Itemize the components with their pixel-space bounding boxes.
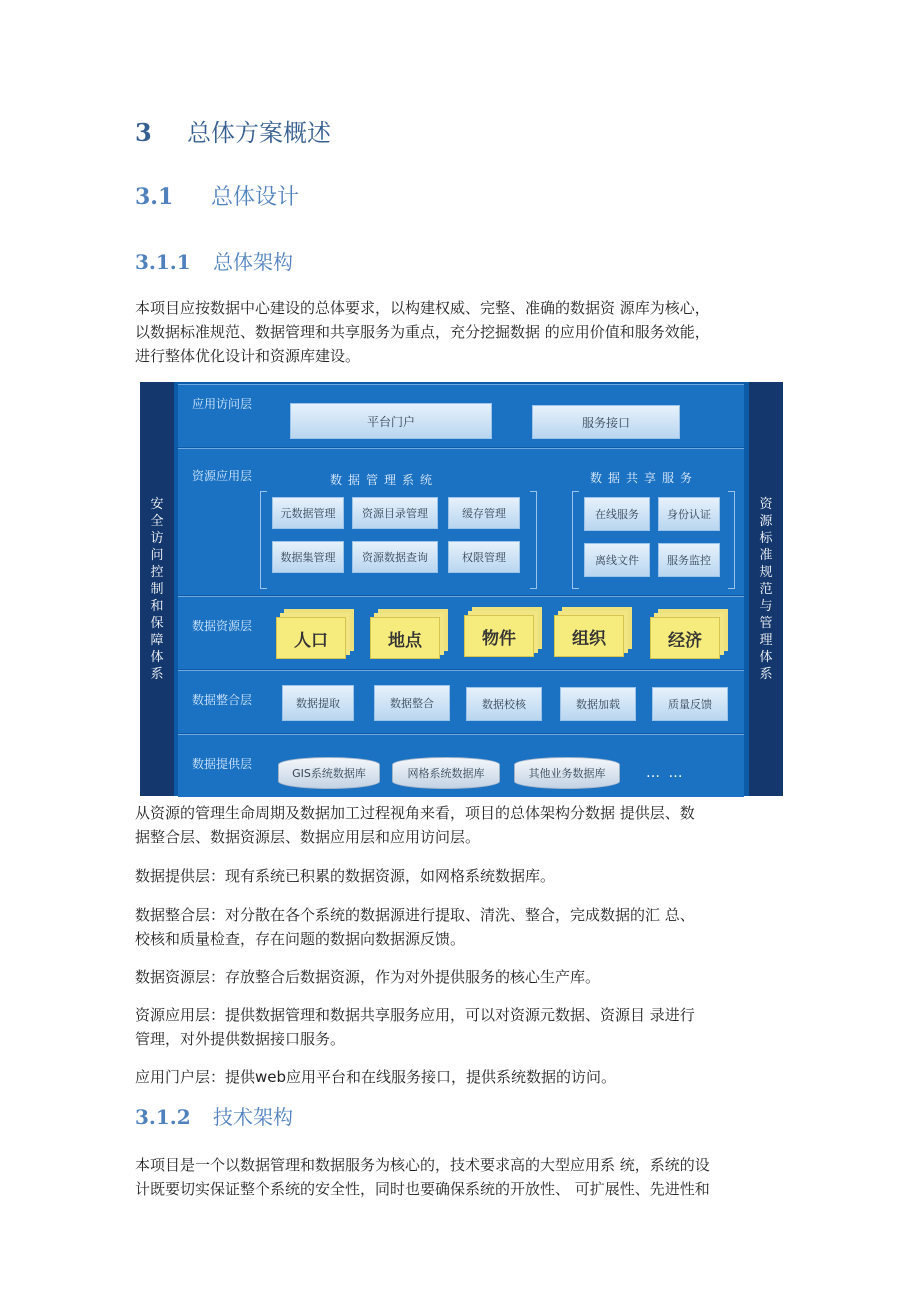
- text-line: 管理，对外提供数据接口服务。: [135, 1030, 346, 1048]
- layer-data-provide: [178, 734, 744, 797]
- heading-number: 3.1.2: [135, 1105, 191, 1129]
- mgmt-box: 权限管理: [448, 541, 520, 573]
- layer-app-access: [178, 384, 744, 447]
- share-box: 服务监控: [658, 543, 720, 577]
- architecture-diagram: [140, 382, 783, 796]
- text-line: 进行整体优化设计和资源库建设。: [135, 347, 361, 365]
- paragraph-resource-app-layer: [135, 1003, 785, 1051]
- heading-number: 3.1.1: [135, 250, 191, 274]
- heading-3-1-1: [135, 246, 293, 275]
- heading-number: 3.1: [135, 184, 174, 210]
- standards-sidebar: [749, 382, 783, 796]
- resource-item: 人口: [276, 617, 346, 659]
- layer-label: 数据资源层: [192, 619, 253, 633]
- mgmt-box: 缓存管理: [448, 497, 520, 529]
- layer-label: 数据整合层: [192, 693, 253, 707]
- security-sidebar: [140, 382, 174, 796]
- share-box: 离线文件: [584, 543, 650, 577]
- integration-box: 数据加载: [560, 687, 636, 721]
- mgmt-box: 数据集管理: [272, 541, 344, 573]
- bracket-left: [572, 491, 579, 589]
- integration-box: 数据校核: [466, 687, 542, 721]
- portal-box: 平台门户: [290, 403, 492, 439]
- resource-item: 经济: [650, 617, 720, 659]
- mgmt-box: 资源数据查询: [352, 541, 438, 573]
- text-line: 本项目是一个以数据管理和数据服务为核心的，技术要求高的大型应用系 统，系统的设: [135, 1156, 710, 1174]
- layer-label: 应用访问层: [192, 397, 253, 411]
- share-box: 身份认证: [658, 497, 720, 531]
- intro-paragraph: [135, 296, 785, 368]
- database-cylinder: GIS系统数据库: [278, 757, 380, 789]
- integration-box: 质量反馈: [652, 687, 728, 721]
- text-line: 数据提供层：现有系统已积累的数据资源，如网格系统数据库。: [135, 867, 556, 885]
- paragraph-architecture: [135, 801, 785, 849]
- mgmt-box: 元数据管理: [272, 497, 344, 529]
- heading-text: 总体方案概述: [187, 119, 331, 147]
- layer-data-integration: [178, 670, 744, 733]
- share-service-title: 数据共享服务: [590, 471, 699, 485]
- share-box: 在线服务: [584, 497, 650, 531]
- text-line: 应用门户层：提供web应用平台和在线服务接口，提供系统数据的访问。: [135, 1068, 617, 1086]
- resource-item: 组织: [554, 615, 624, 657]
- bracket-right: [728, 491, 735, 589]
- heading-text: 总体架构: [213, 250, 293, 274]
- text-line: 据整合层、数据资源层、数据应用层和应用访问层。: [135, 828, 481, 846]
- paragraph-integration-layer: [135, 903, 785, 951]
- paragraph-provide-layer: [135, 864, 785, 888]
- security-sidebar-label: 安全访问控制和保障体系: [150, 496, 164, 682]
- bracket-right: [530, 491, 537, 589]
- text-line: 计既要切实保证整个系统的安全性，同时也要确保系统的开放性、 可扩展性、先进性和: [135, 1180, 710, 1198]
- heading-text: 技术架构: [213, 1105, 293, 1129]
- integration-box: 数据整合: [374, 685, 450, 721]
- resource-item: 地点: [370, 617, 440, 659]
- text-line: 从资源的管理生命周期及数据加工过程视角来看，项目的总体架构分数据 提供层、数: [135, 804, 695, 822]
- heading-text: 总体设计: [211, 185, 300, 210]
- text-line: 数据整合层：对分散在各个系统的数据源进行提取、清洗、整合，完成数据的汇 总、: [135, 906, 695, 924]
- heading-number: 3: [135, 118, 152, 147]
- bracket-left: [260, 491, 267, 589]
- text-line: 以数据标准规范、数据管理和共享服务为重点，充分挖掘数据 的应用价值和服务效能，: [135, 323, 710, 341]
- mgmt-system-title: 数据管理系统: [330, 473, 439, 487]
- paragraph-portal-layer: [135, 1065, 785, 1089]
- text-line: 校核和质量检查，存在问题的数据向数据源反馈。: [135, 930, 466, 948]
- integration-box: 数据提取: [282, 685, 354, 721]
- standards-sidebar-label: 资源标准规范与管理体系: [759, 496, 773, 682]
- text-line: 资源应用层：提供数据管理和数据共享服务应用，可以对资源元数据、资源目 录进行: [135, 1006, 695, 1024]
- mgmt-box: 资源目录管理: [352, 497, 438, 529]
- heading-3: [135, 113, 331, 148]
- resource-item: 物件: [464, 615, 534, 657]
- heading-3-1-2: [135, 1101, 293, 1130]
- heading-3-1: [135, 180, 299, 211]
- layer-label: 数据提供层: [192, 757, 253, 771]
- database-cylinder: 其他业务数据库: [514, 757, 620, 789]
- paragraph-tech-architecture: [135, 1153, 785, 1201]
- text-line: 数据资源层：存放整合后数据资源，作为对外提供服务的核心生产库。: [135, 968, 601, 986]
- text-line: 本项目应按数据中心建设的总体要求，以构建权威、完整、准确的数据资 源库为核心，: [135, 299, 710, 317]
- paragraph-resource-layer: [135, 965, 785, 989]
- database-cylinder: 网格系统数据库: [392, 757, 500, 789]
- layer-label: 资源应用层: [192, 469, 253, 483]
- service-interface-box: 服务接口: [532, 405, 680, 439]
- layer-resource-app: [178, 448, 744, 595]
- more-ellipsis: … …: [646, 765, 685, 781]
- layer-data-resource: [178, 596, 744, 669]
